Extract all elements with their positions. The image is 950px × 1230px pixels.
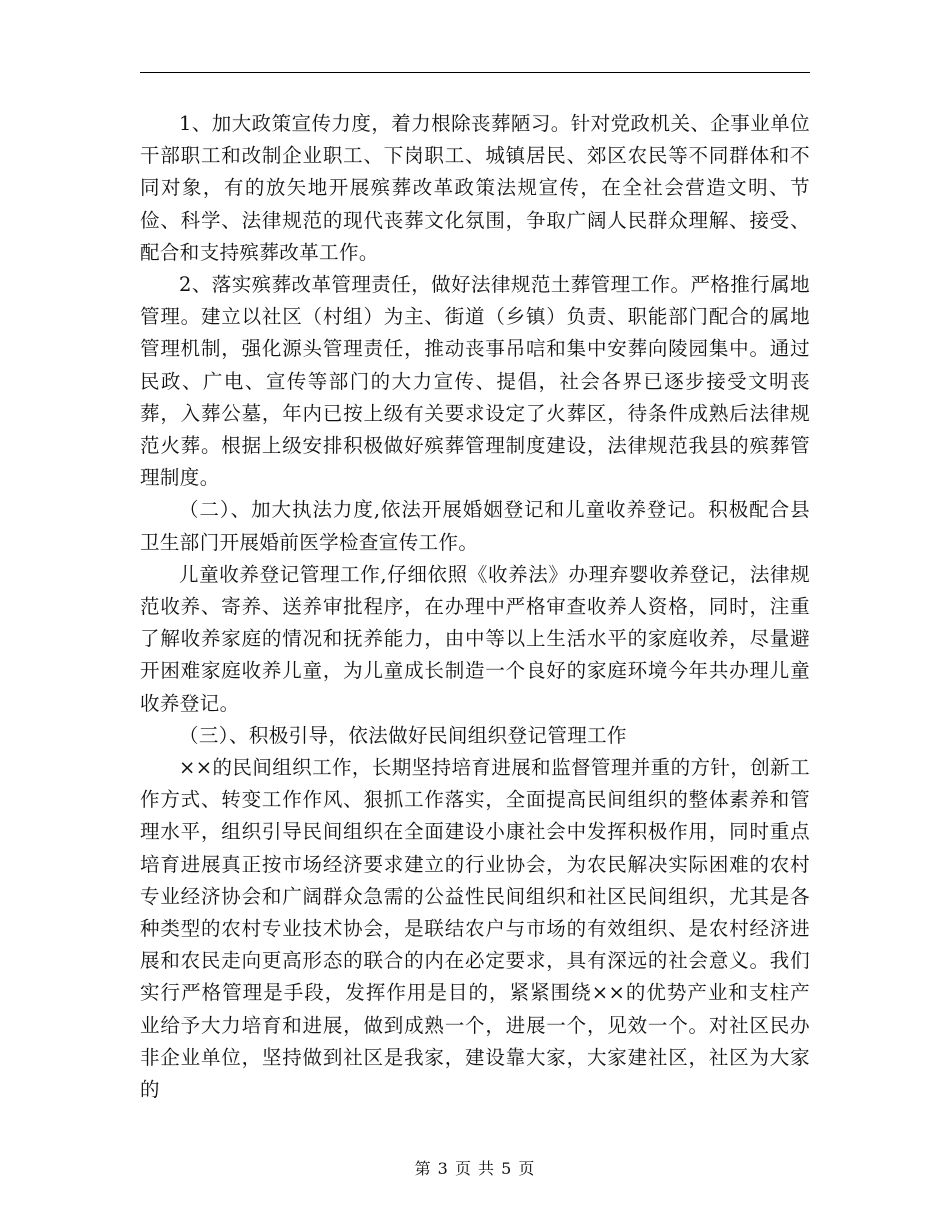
page-number-footer: 第 3 页 共 5 页 bbox=[414, 1159, 536, 1178]
document-body bbox=[140, 108, 810, 1106]
header-rule bbox=[140, 72, 810, 73]
paragraph-section-two-heading: （二）、加大执法力度,依法开展婚姻登记和儿童收养登记。积极配合县卫生部门开展婚前医学检查宣传工作。 bbox=[140, 498, 810, 554]
paragraph-funeral-reform-responsibility: 2、落实殡葬改革管理责任，做好法律规范土葬管理工作。严格推行属地管理。建立以社区（村组）为主、街道（乡镇）负责、职能部门配合的属地管理机制，强化源头管理责任，推动丧事吊唁和集中安葬向陵园集中。通过民政、广电、宣传等部门的大力宣传、提倡，社会各界已逐步接受文明丧葬，入葬公墓，年内已按上级有关要求设定了火葬区，待条件成熟后法律规范火葬。根据上级安排积极做好殡葬管理制度建设，法律规范我县的殡葬管理制度。 bbox=[140, 273, 810, 490]
paragraph-section-three-heading: （三）、积极引导，依法做好民间组织登记管理工作 bbox=[179, 723, 627, 747]
paragraph-civil-organizations: ××的民间组织工作，长期坚持培育进展和监督管理并重的方针，创新工作方式、转变工作作风、狠抓工作落实，全面提高民间组织的整体素养和管理水平，组织引导民间组织在全面建设小康社会中发挥积极作用，同时重点培育进展真正按市场经济要求建立的行业协会，为农民解决实际困难的农村专业经济协会和广阔群众急需的公益性民间组织和社区民间组织，尤其是各种类型的农村专业技术协会，是联结农户与市场的有效组织、是农村经济进展和农民走向更高形态的联合的内在必定要求，具有深远的社会意义。我们实行严格管理是手段，发挥作用是目的，紧紧围绕××的优势产业和支柱产业给予大力培育和进展，做到成熟一个，进展一个，见效一个。对社区民办非企业单位，坚持做到社区是我家，建设靠大家，大家建社区，社区为大家的 bbox=[140, 756, 810, 1102]
paragraph-child-adoption: 儿童收养登记管理工作,仔细依照《收养法》办理弃婴收养登记，法律规范收养、寄养、送养审批程序，在办理中严格审查收养人资格，同时，注重了解收养家庭的情况和抚养能力，由中等以上生活水平的家庭收养，尽量避开困难家庭收养儿童，为儿童成长制造一个良好的家庭环境今年共办理儿童收养登记。 bbox=[140, 562, 810, 715]
paragraph-policy-publicity: 1、加大政策宣传力度，着力根除丧葬陋习。针对党政机关、企事业单位干部职工和改制企业职工、下岗职工、城镇居民、郊区农民等不同群体和不同对象，有的放矢地开展殡葬改革政策法规宣传，在全社会营造文明、节俭、科学、法律规范的现代丧葬文化氛围，争取广阔人民群众理解、接受、配合和支持殡葬改革工作。 bbox=[140, 112, 810, 264]
